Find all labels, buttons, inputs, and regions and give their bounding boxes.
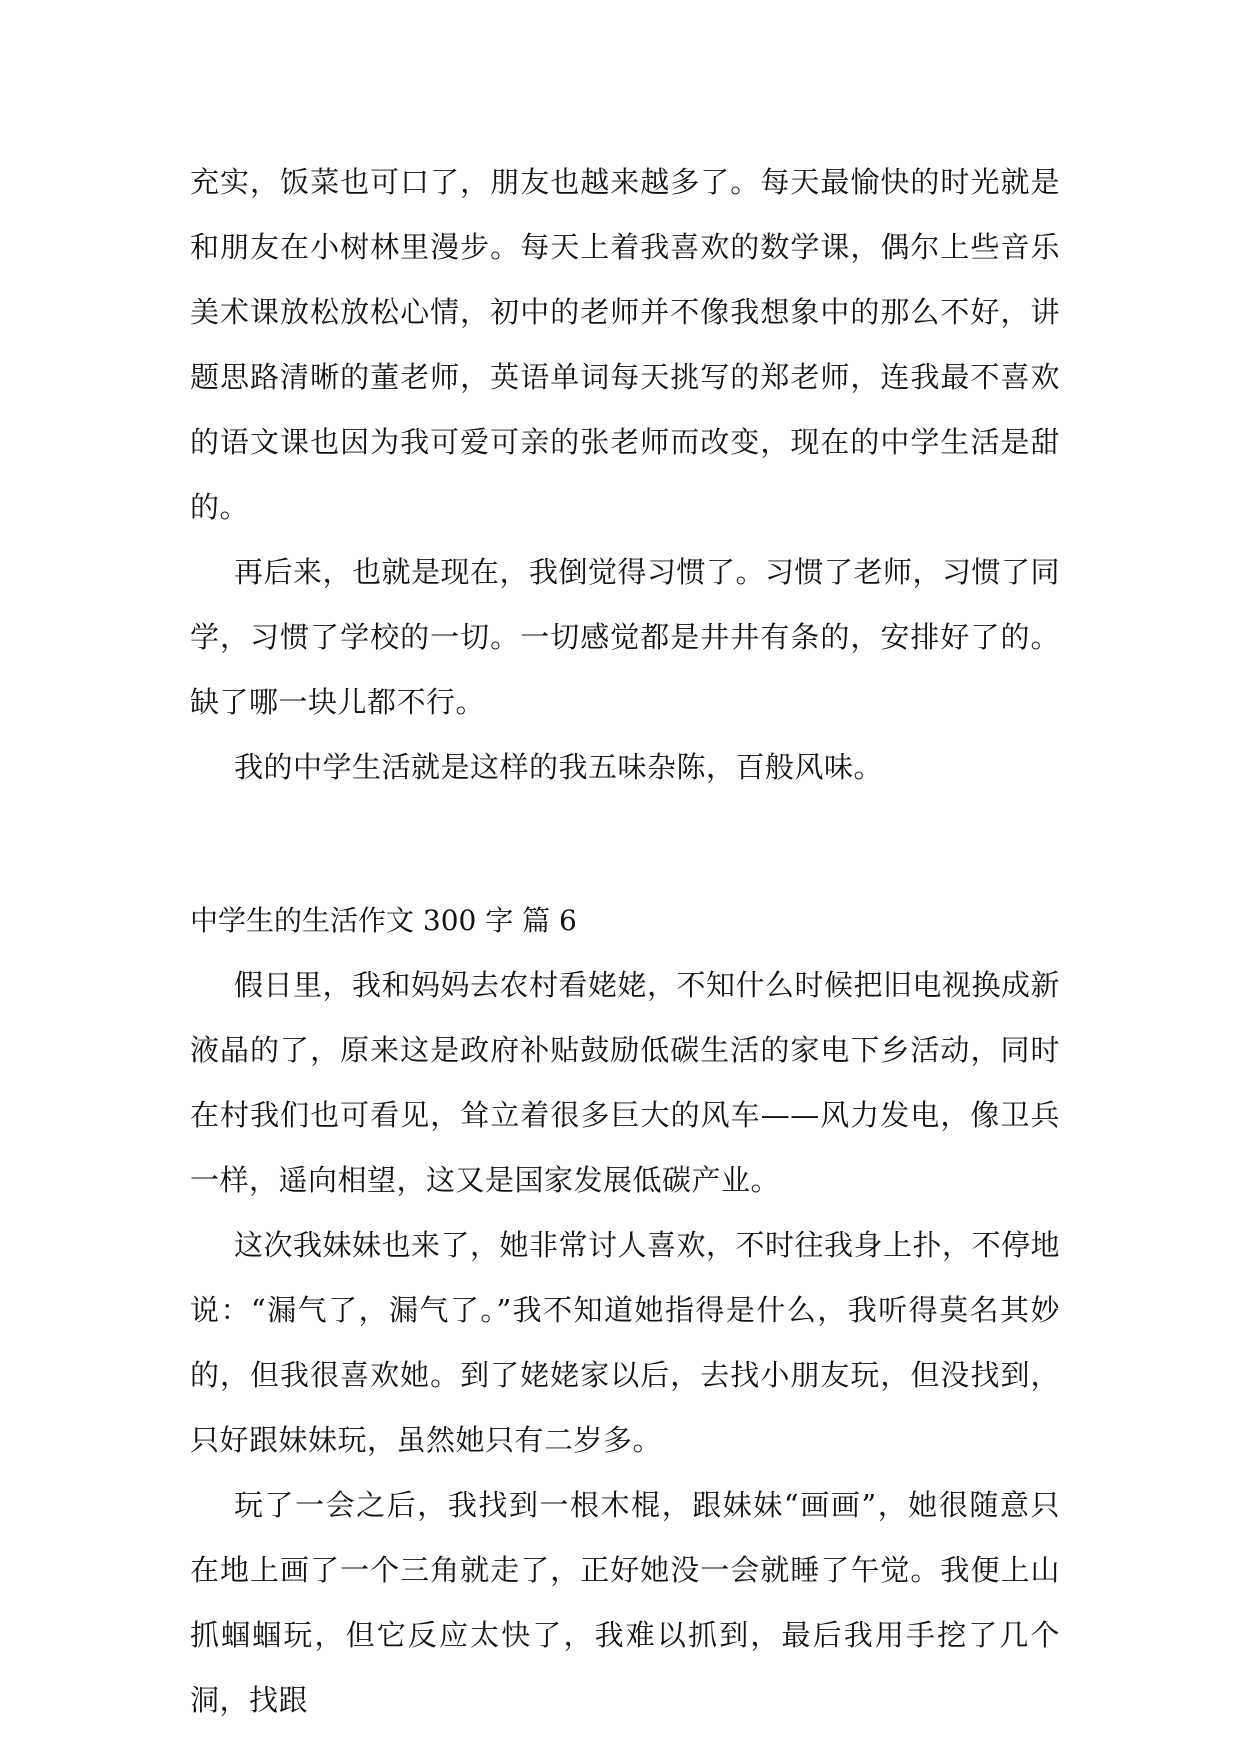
- paragraph: 这次我妹妹也来了，她非常讨人喜欢，不时往我身上扑，不停地说：“漏气了，漏气了。”我不知道她指得是什么，我听得莫名其妙的，但我很喜欢她。到了姥姥家以后，去找小朋友玩，但没找到，只好跟妹妹玩，虽然她只有二岁多。: [190, 1228, 1061, 1457]
- section-title: 中学生的生活作文 300 字 篇 6: [190, 904, 577, 937]
- section-spacer: [190, 800, 1060, 888]
- paragraph: 我的中学生活就是这样的我五味杂陈，百般风味。: [234, 750, 884, 784]
- paragraph: 玩了一会之后，我找到一根木棍，跟妹妹“画画”，她很随意只在地上画了一个三角就走了，正好她没一会就睡了午觉。我便上山抓蝈蝈玩，但它反应太快了，我难以抓到，最后我用手挖了几个洞，找跟: [190, 1488, 1060, 1717]
- paragraph: 假日里，我和妈妈去农村看姥姥，不知什么时候把旧电视换成新液晶的了，原来这是政府补贴鼓励低碳生活的家电下乡活动，同时在村我们也可看见，耸立着很多巨大的风车——风力发电，像卫兵一样，遥向相望，这又是国家发展低碳产业。: [190, 968, 1061, 1197]
- document-page: [190, 150, 1060, 1733]
- paragraph: 充实，饭菜也可口了，朋友也越来越多了。每天最愉快的时光就是和朋友在小树林里漫步。每天上着我喜欢的数学课，偶尔上些音乐美术课放松放松心情，初中的老师并不像我想象中的那么不好，讲题思路清晰的董老师，英语单词每天挑写的郑老师，连我最不喜欢的语文课也因为我可爱可亲的张老师而改变，现在的中学生活是甜的。: [190, 165, 1060, 524]
- paragraph: 再后来，也就是现在，我倒觉得习惯了。习惯了老师，习惯了同学，习惯了学校的一切。一切感觉都是井井有条的，安排好了的。缺了哪一块儿都不行。: [190, 555, 1061, 719]
